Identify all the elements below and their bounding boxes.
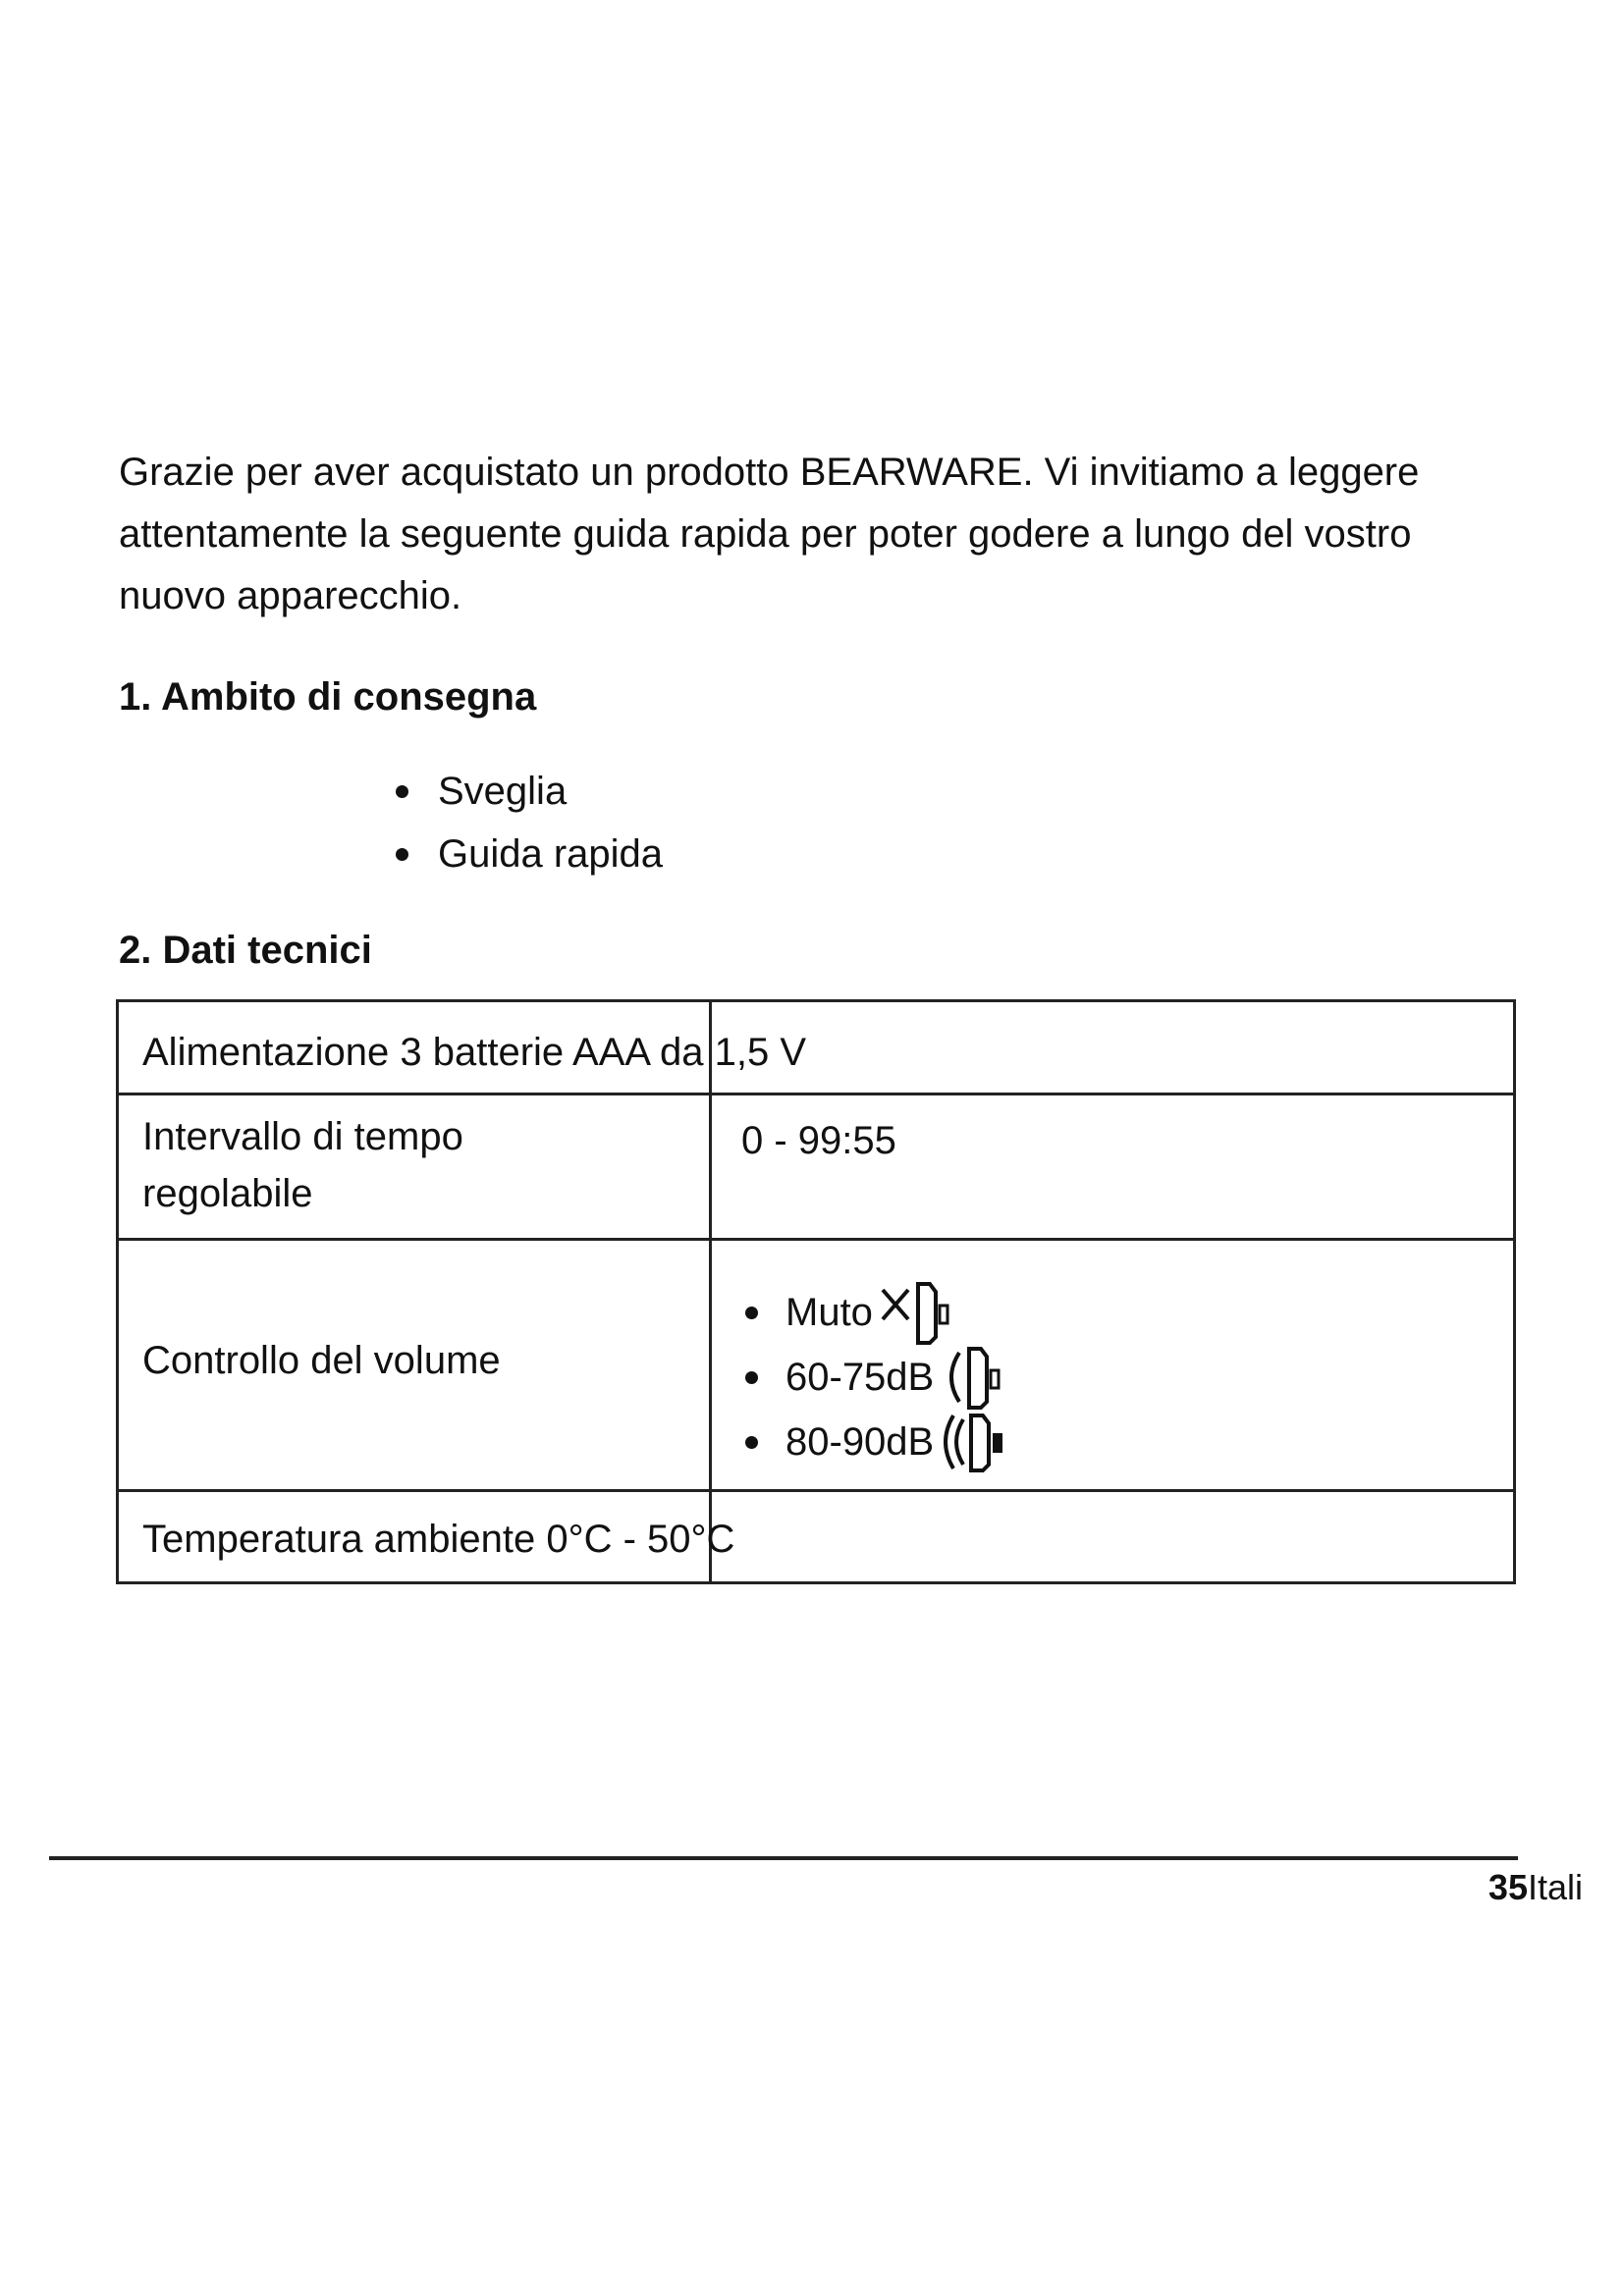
speaker-high-icon	[940, 1410, 1038, 1474]
list-item-label: Sveglia	[438, 770, 568, 813]
interval-label-line-2: regolabile	[142, 1172, 313, 1215]
table-row-divider	[119, 1238, 1513, 1241]
list-item	[745, 1345, 1038, 1410]
technical-data-table	[116, 999, 1516, 1584]
table-row-divider	[119, 1093, 1513, 1095]
intro-line-2: attentamente la seguente guida rapida per poter godere a lungo del vostro	[119, 512, 1412, 556]
list-item-label: Guida rapida	[438, 832, 664, 876]
bullet-icon	[745, 1307, 758, 1319]
list-item	[745, 1280, 1038, 1345]
bullet-icon	[396, 848, 408, 861]
speaker-low-icon	[940, 1345, 1038, 1410]
volume-options-list	[745, 1280, 1038, 1474]
interval-value-cell: 0 - 99:55	[741, 1119, 896, 1162]
bullet-icon	[745, 1436, 758, 1449]
table-row-divider	[119, 1489, 1513, 1492]
bullet-icon	[396, 785, 408, 798]
bullet-icon	[745, 1371, 758, 1384]
intro-paragraph	[119, 442, 1552, 627]
list-item	[396, 760, 663, 823]
ambient-temperature-cell: Temperatura ambiente 0°C - 50°C	[142, 1518, 735, 1561]
power-supply-cell: Alimentazione 3 batterie AAA da 1,5 V	[142, 1031, 806, 1074]
section-2-heading: 2. Dati tecnici	[119, 929, 372, 972]
footer-language: Itali	[1527, 1867, 1583, 1907]
table-column-divider	[709, 1002, 712, 1581]
page-footer	[1489, 1867, 1583, 1908]
page-number: 35	[1488, 1867, 1528, 1907]
volume-option-label: 60-75dB	[785, 1355, 935, 1399]
interval-label-line-1: Intervallo di tempo	[142, 1115, 463, 1158]
intro-line-1: Grazie per aver acquistato un prodotto BEARWARE. Vi invitiamo a leggere	[119, 451, 1420, 494]
section-1-heading: 1. Ambito di consegna	[119, 675, 537, 719]
speaker-mute-icon	[879, 1280, 987, 1345]
volume-option-label: 80-90dB	[785, 1419, 935, 1464]
volume-label-cell: Controllo del volume	[142, 1339, 501, 1382]
footer-divider	[49, 1856, 1518, 1860]
volume-option-label: Muto	[785, 1290, 873, 1334]
intro-line-3: nuovo apparecchio.	[119, 574, 462, 617]
list-item	[745, 1410, 1038, 1474]
delivery-contents-list	[396, 760, 663, 885]
list-item	[396, 823, 663, 885]
